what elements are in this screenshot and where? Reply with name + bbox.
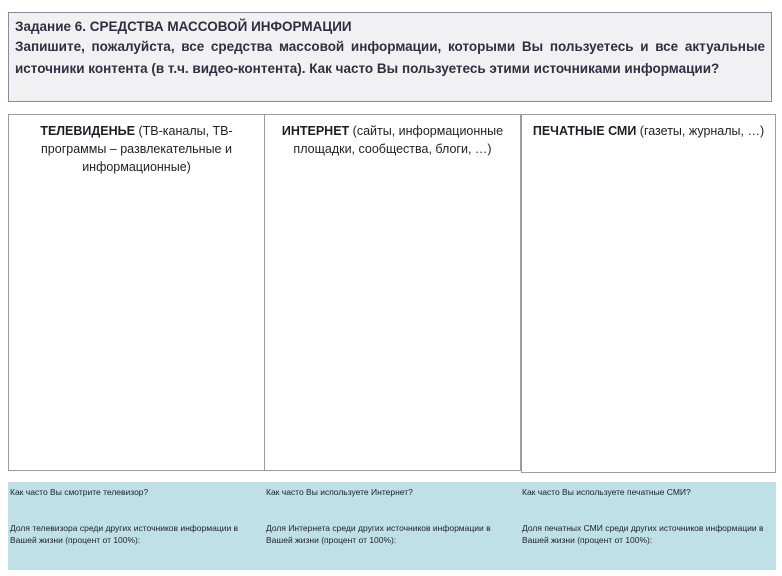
tv-share-question: Доля телевизора среди других источников информации в Вашей жизни (процент от 100%): bbox=[10, 523, 239, 545]
internet-answer-area[interactable] bbox=[264, 114, 521, 471]
tv-frequency-question: Как часто Вы смотрите телевизор? bbox=[10, 487, 149, 497]
print-column-note: (газеты, журналы, …) bbox=[636, 124, 765, 138]
print-column-title: ПЕЧАТНЫЕ СМИ bbox=[532, 124, 637, 138]
tv-answer-area[interactable] bbox=[8, 114, 265, 471]
tv-column-note: (ТВ-каналы, ТВ-программы – развлекательные и информационные) bbox=[41, 124, 233, 174]
task-header bbox=[8, 12, 772, 102]
print-share-question: Доля печатных СМИ среди других источников информации в Вашей жизни (процент от 100%): bbox=[522, 523, 764, 545]
tv-column-title: ТЕЛЕВИДЕНЬЕ bbox=[40, 124, 135, 138]
internet-share-question: Доля Интернета среди других источников информации в Вашей жизни (процент от 100%): bbox=[266, 523, 491, 545]
task-instruction: Запишите, пожалуйста, все средства массовой информации, которыми Вы пользуетесь и все актуальные источники контента (в т.ч. видео-контента). Как часто Вы пользуетесь этими источниками информации? bbox=[15, 39, 765, 76]
tv-frequency-cell[interactable] bbox=[8, 482, 264, 570]
print-frequency-question: Как часто Вы используете печатные СМИ? bbox=[522, 487, 691, 497]
task-title: Задание 6. СРЕДСТВА МАССОВОЙ ИНФОРМАЦИИ bbox=[15, 19, 352, 34]
tv-column-header bbox=[17, 122, 256, 176]
internet-column-header bbox=[273, 122, 512, 158]
internet-frequency-cell[interactable] bbox=[264, 482, 520, 570]
print-answer-area[interactable] bbox=[521, 114, 776, 473]
internet-frequency-question: Как часто Вы используете Интернет? bbox=[266, 487, 413, 497]
print-frequency-cell[interactable] bbox=[520, 482, 776, 570]
internet-column-title: ИНТЕРНЕТ bbox=[281, 124, 350, 138]
internet-column-note: (сайты, информационные площадки, сообщества, блоги, …) bbox=[293, 124, 504, 156]
print-column-header bbox=[530, 122, 767, 140]
frequency-section bbox=[8, 482, 776, 570]
